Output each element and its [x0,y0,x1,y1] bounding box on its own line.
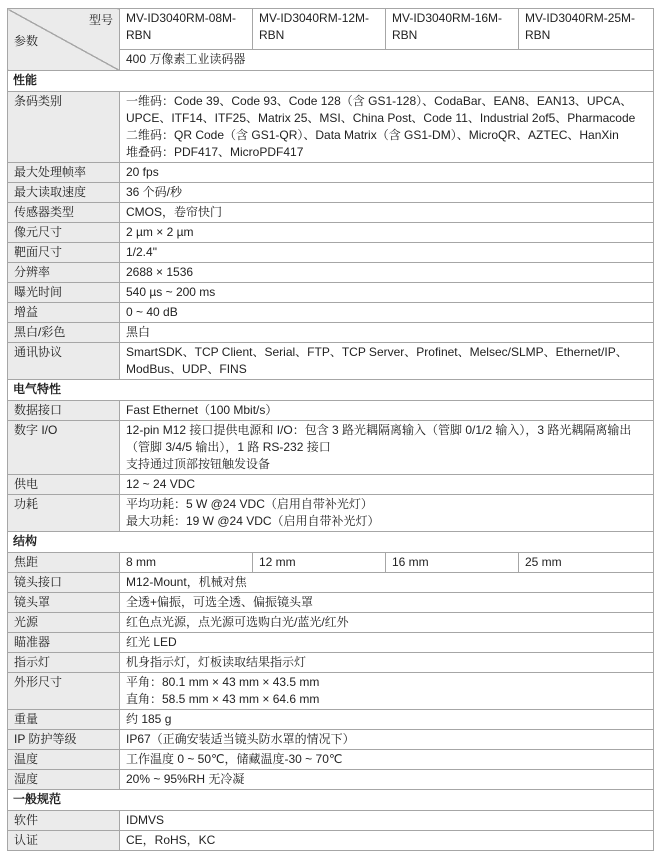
spec-row-value: 12 mm [253,553,386,573]
product-subtitle: 400 万像素工业读码器 [120,50,654,71]
section-title: 电气特性 [8,380,654,401]
spec-value-line: CE，RoHS，KC [126,833,216,847]
spec-row-label: 黑白/彩色 [8,323,120,343]
spec-row-label: 温度 [8,750,120,770]
spec-value-line: 机身指示灯，灯板读取结果指示灯 [126,655,307,669]
section-header-row [8,790,654,811]
spec-row [8,92,654,163]
spec-row-value [120,750,654,770]
model-name-cell: MV-ID3040RM-25M-RBN [519,9,654,50]
spec-row [8,673,654,710]
spec-row [8,475,654,495]
spec-value-line: 12-pin M12 接口提供电源和 I/O：包含 3 路光耦隔离输入（管脚 0/1/2 输入），3 路光耦隔离输出（管脚 3/4/5 输出），1 路 RS-232 接口 [126,423,632,454]
model-name-cell: MV-ID3040RM-12M-RBN [253,9,386,50]
spec-row [8,613,654,633]
spec-value-line: 0 ~ 40 dB [126,305,178,319]
spec-row-value [120,421,654,475]
spec-row [8,163,654,183]
spec-row-label: 指示灯 [8,653,120,673]
spec-row-value: 8 mm [120,553,253,573]
spec-row-label: 靶面尺寸 [8,243,120,263]
spec-value-line: IP67（正确安装适当镜头防水罩的情况下） [126,732,355,746]
spec-value-line: SmartSDK、TCP Client、Serial、FTP、TCP Server、Profinet、Melsec/SLMP、Ethernet/IP、ModBus、UDP、FINS [126,345,628,376]
spec-row [8,283,654,303]
spec-row [8,223,654,243]
spec-row-label: 增益 [8,303,120,323]
spec-value-line: 20 fps [126,165,159,179]
spec-row-label: IP 防护等级 [8,730,120,750]
spec-row-label: 镜头罩 [8,593,120,613]
spec-row [8,750,654,770]
spec-row-label: 认证 [8,831,120,851]
spec-row-label: 分辨率 [8,263,120,283]
spec-row [8,303,654,323]
spec-row-value [120,163,654,183]
spec-row-label: 光源 [8,613,120,633]
spec-row-value [120,633,654,653]
spec-row-value [120,653,654,673]
section-header-row [8,532,654,553]
spec-row-value [120,343,654,380]
spec-row [8,811,654,831]
spec-value-line: CMOS，卷帘快门 [126,205,223,219]
spec-row-value: 25 mm [519,553,654,573]
spec-value-line: 支持通过顶部按钮触发设备 [126,457,271,471]
model-name-cell: MV-ID3040RM-16M-RBN [386,9,519,50]
spec-row-value [120,593,654,613]
spec-row-label: 焦距 [8,553,120,573]
spec-value-line: 直角：58.5 mm × 43 mm × 64.6 mm [126,692,320,706]
spec-value-line: 36 个码/秒 [126,185,183,199]
spec-row-value [120,613,654,633]
spec-row [8,573,654,593]
spec-row [8,183,654,203]
spec-row-label: 条码类别 [8,92,120,163]
spec-value-line: 一维码：Code 39、Code 93、Code 128（含 GS1-128）、CodaBar、EAN8、EAN13、UPCA、UPCE、ITF14、ITF25、Matrix 25、MSI、China Post、Code 11、Industrial 2of5、Pharmacode [126,94,636,125]
spec-row-label: 供电 [8,475,120,495]
spec-row-value [120,831,654,851]
spec-row-label: 最大读取速度 [8,183,120,203]
spec-value-line: M12-Mount，机械对焦 [126,575,247,589]
spec-row-label: 数字 I/O [8,421,120,475]
spec-row-value [120,323,654,343]
corner-label-param: 参数 [14,34,39,48]
section-title: 一般规范 [8,790,654,811]
corner-label-model: 型号 [88,13,113,27]
spec-row-label: 曝光时间 [8,283,120,303]
spec-row-label: 功耗 [8,495,120,532]
spec-row-value [120,223,654,243]
spec-row-value [120,770,654,790]
spec-value-line: 工作温度 0 ~ 50℃，储藏温度-30 ~ 70℃ [126,752,343,766]
spec-row-label: 重量 [8,710,120,730]
spec-row-value [120,811,654,831]
section-header-row [8,71,654,92]
spec-value-line: 黑白 [126,325,151,339]
spec-value-line: 约 185 g [126,712,172,726]
spec-row-label: 最大处理帧率 [8,163,120,183]
spec-value-line: 最大功耗：19 W @24 VDC（启用自带补光灯） [126,514,380,528]
spec-row [8,710,654,730]
spec-row-value [120,263,654,283]
spec-row-label: 数据接口 [8,401,120,421]
spec-row [8,323,654,343]
spec-row [8,593,654,613]
spec-row-value [120,573,654,593]
spec-value-line: 2 µm × 2 µm [126,225,194,239]
corner-cell [8,9,120,71]
spec-row-label: 湿度 [8,770,120,790]
spec-row-value [120,401,654,421]
spec-row-value [120,283,654,303]
spec-row [8,831,654,851]
spec-value-line: IDMVS [126,813,165,827]
spec-row-label: 通讯协议 [8,343,120,380]
spec-value-line: 20% ~ 95%RH 无冷凝 [126,772,245,786]
spec-row-value [120,183,654,203]
spec-row [8,401,654,421]
spec-row [8,421,654,475]
spec-row [8,653,654,673]
spec-value-line: Fast Ethernet（100 Mbit/s） [126,403,278,417]
spec-row-label: 传感器类型 [8,203,120,223]
spec-row [8,770,654,790]
section-title: 性能 [8,71,654,92]
spec-table [7,8,654,851]
spec-row [8,633,654,653]
spec-row-value [120,203,654,223]
spec-value-line: 红光 LED [126,635,177,649]
spec-row-label: 镜头接口 [8,573,120,593]
spec-value-line: 全透+偏振，可选全透、偏振镜头罩 [126,595,314,609]
spec-row-value [120,243,654,263]
spec-row [8,553,654,573]
spec-value-line: 540 µs ~ 200 ms [126,285,216,299]
spec-row-value [120,673,654,710]
section-header-row [8,380,654,401]
spec-value-line: 红色点光源，点光源可选购白光/蓝光/红外 [126,615,349,629]
spec-row-value: 16 mm [386,553,519,573]
model-name-cell: MV-ID3040RM-08M-RBN [120,9,253,50]
section-title: 结构 [8,532,654,553]
spec-row-label: 瞄准器 [8,633,120,653]
spec-row-label: 像元尺寸 [8,223,120,243]
spec-row-value [120,475,654,495]
spec-value-line: 1/2.4" [126,245,157,259]
spec-row [8,730,654,750]
spec-row-label: 软件 [8,811,120,831]
spec-value-line: 12 ~ 24 VDC [126,477,196,491]
spec-row [8,343,654,380]
spec-row-value [120,92,654,163]
spec-row-value [120,710,654,730]
spec-value-line: 平均功耗：5 W @24 VDC（启用自带补光灯） [126,497,373,511]
spec-value-line: 二维码：QR Code（含 GS1-QR）、Data Matrix（含 GS1-DM）、MicroQR、AZTEC、HanXin [126,128,619,142]
spec-value-line: 2688 × 1536 [126,265,194,279]
spec-row [8,243,654,263]
spec-row [8,495,654,532]
spec-row-value [120,730,654,750]
spec-row-label: 外形尺寸 [8,673,120,710]
spec-row [8,203,654,223]
model-header-row [8,9,654,50]
spec-value-line: 堆叠码：PDF417、MicroPDF417 [126,145,304,159]
spec-row [8,263,654,283]
spec-value-line: 平角：80.1 mm × 43 mm × 43.5 mm [126,675,320,689]
spec-row-value [120,495,654,532]
spec-row-value [120,303,654,323]
